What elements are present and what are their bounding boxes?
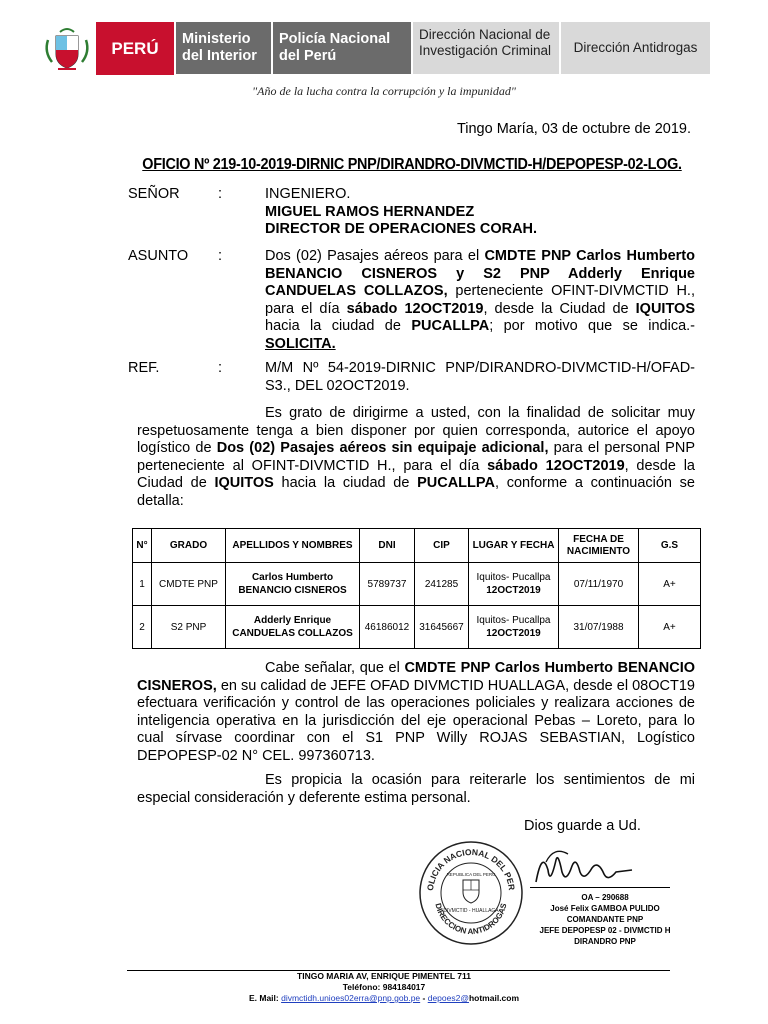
row-names: Adderly Enrique CANDUELAS COLLAZOS <box>226 606 360 649</box>
row-dni: 5789737 <box>360 563 415 606</box>
paragraph-text: en su calidad de JEFE OFAD DIVMCTID HUALLAGA, desde el 08OCT19 efectuara verificación y control de las operaciones policiales y realizara acciones de inteligencia operativa en la jurisdicción del eje operacional Pebas – Loreto, para lo cual sírvase coordinar con el S1 PNP Willy ROJAS SEBASTIAN, Logístico DEPOPESP-02 N° CEL. 997360713. <box>137 677 695 764</box>
addressee-block <box>265 186 695 239</box>
row-date: 12OCT2019 <box>486 628 541 639</box>
row-grade: CMDTE PNP <box>152 563 226 606</box>
row-blood-group: A+ <box>639 606 701 649</box>
table-row <box>133 606 701 649</box>
paragraph-text: para el personal PNP perteneciente al OFINT-DIVMCTID H., para el día <box>137 440 695 474</box>
row-number: 1 <box>133 563 152 606</box>
table-row <box>133 563 701 606</box>
paragraph-bold: CMDTE PNP Carlos Humberto BENANCIO CISNEROS, <box>137 660 696 694</box>
year-motto: "Año de la lucha contra la corrupción y la impunidad" <box>252 84 516 98</box>
header-cell-direccion-nacional: Dirección Nacional de Investigación Criminal <box>411 22 559 74</box>
footer-email-label: E. Mail: <box>248 993 282 1003</box>
asunto-destination: PUCALLPA <box>411 318 490 334</box>
row-place-date <box>469 606 559 649</box>
personnel-table <box>132 528 701 649</box>
stamp-center-top: REPUBLICA DEL PERU <box>446 872 496 877</box>
footer-email-separator: - <box>420 993 428 1003</box>
asunto-text <box>265 248 695 353</box>
police-stamp <box>418 840 524 946</box>
asunto-text-part: ; por motivo que se indica.- <box>489 318 695 334</box>
senor-label: SEÑOR <box>128 186 180 202</box>
body-paragraph-closing: Es propicia la ocasión para reiterarle los sentimientos de mi especial consideración y deferente estima personal. <box>137 772 695 806</box>
oficio-title: OFICIO Nº 219-10-2019-DIRNIC PNP/DIRANDRO-DIVMCTID-H/DEPOPESP-02-LOG. <box>142 156 682 173</box>
asunto-date: sábado 12OCT2019 <box>346 300 484 317</box>
table-header-cell: CIP <box>415 529 469 563</box>
ref-text: M/M Nº 54-2019-DIRNIC PNP/DIRANDRO-DIVMCTID-H/OFAD-S3., DEL 02OCT2019. <box>265 360 695 394</box>
asunto-text-part: hacia la ciudad de <box>265 318 412 334</box>
header-cell-policia: Policía Nacional del Perú <box>271 22 411 74</box>
row-grade: S2 PNP <box>152 606 226 649</box>
coat-of-arms-icon <box>38 22 96 76</box>
table-header-cell: N° <box>133 529 152 563</box>
footer-email <box>0 993 768 1004</box>
paragraph-text: Es grato de dirigirme a usted, con la finalidad de solicitar muy respetuosamente tenga a bien disponer por quien corresponda, autorice el apoyo logístico de <box>137 405 695 456</box>
table-header-cell: APELLIDOS Y NOMBRES <box>226 529 360 563</box>
stamp-center-text: DIVMCTID - HUALLAGA <box>443 908 499 914</box>
asunto-personnel: CMDTE PNP Carlos Humberto BENANCIO CISNEROS y S2 PNP Adderly Enrique CANDUELAS COLLAZOS, <box>265 248 695 299</box>
table-header-cell: G.S <box>639 529 701 563</box>
asunto-text-part: perteneciente OFINT-DIVMCTID H., para el día <box>265 283 695 317</box>
row-place: Iquitos- Pucallpa <box>476 615 551 626</box>
signatory-role: JEFE DEPOPESP 02 - DIVMCTID H <box>539 926 671 935</box>
signatory-unit: DIRANDRO PNP <box>574 937 636 946</box>
table-header-cell: DNI <box>360 529 415 563</box>
table-header-row <box>133 529 701 563</box>
email-link-primary[interactable]: divmctidh.unioes02erra@pnp.gob.pe <box>281 993 421 1003</box>
paragraph-bold: Dos (02) Pasajes aéreos sin equipaje adicional, <box>216 440 549 456</box>
signature-line <box>530 887 670 888</box>
body-paragraph-request <box>137 405 695 510</box>
row-cip: 31645667 <box>415 606 469 649</box>
paragraph-text: , desde la Ciudad de <box>137 457 695 491</box>
row-date: 12OCT2019 <box>486 585 541 596</box>
signatory-name: José Felix GAMBOA PULIDO <box>550 904 660 913</box>
header-cell-ministerio: Ministerio del Interior <box>174 22 271 74</box>
email-link-secondary[interactable]: depoes2@ <box>427 993 469 1003</box>
footer-phone: Teléfono: 984184017 <box>342 982 426 992</box>
asunto-text-part: , desde la Ciudad de <box>483 300 636 317</box>
paragraph-text: Cabe señalar, que el <box>265 660 405 676</box>
row-names: Carlos Humberto BENANCIO CISNEROS <box>226 563 360 606</box>
table-header-cell: GRADO <box>152 529 226 563</box>
ref-label: REF. <box>128 360 160 376</box>
asunto-origin: IQUITOS <box>635 300 695 317</box>
row-cip: 241285 <box>415 563 469 606</box>
row-number: 2 <box>133 606 152 649</box>
table-header-cell: FECHA DE NACIMIENTO <box>559 529 639 563</box>
row-place-date <box>469 563 559 606</box>
closing-line: Dios guarde a Ud. <box>524 818 641 834</box>
header-cell-antidrogas: Dirección Antidrogas <box>559 22 710 74</box>
addressee-position: DIRECTOR DE OPERACIONES CORAH. <box>265 221 538 237</box>
paragraph-bold: PUCALLPA <box>417 475 495 491</box>
body-paragraph-note <box>137 660 695 765</box>
institutional-header <box>38 22 710 76</box>
paragraph-text: hacia la ciudad de <box>273 475 418 491</box>
paragraph-bold: sábado 12OCT2019 <box>487 457 625 474</box>
addressee-title: INGENIERO. <box>265 186 351 202</box>
row-birthdate: 31/07/1988 <box>559 606 639 649</box>
footer-address: TINGO MARIA AV, ENRIQUE PIMENTEL 711 <box>297 971 471 981</box>
table-header-cell: LUGAR Y FECHA <box>469 529 559 563</box>
paragraph-text: , conforme a continuación se detalla: <box>137 475 696 509</box>
row-place: Iquitos- Pucallpa <box>476 572 551 583</box>
asunto-label: ASUNTO <box>128 248 189 264</box>
addressee-name: MIGUEL RAMOS HERNANDEZ <box>265 203 475 220</box>
stamp-ring-text: OLICIA NACIONAL DEL PER <box>424 846 517 892</box>
asunto-colon: : <box>218 248 223 264</box>
senor-colon: : <box>218 186 223 202</box>
handwritten-signature <box>528 842 648 899</box>
row-dni: 46186012 <box>360 606 415 649</box>
signatory-code: OA – 290688 <box>581 893 629 902</box>
asunto-solicita: SOLICITA. <box>265 335 336 352</box>
row-blood-group: A+ <box>639 563 701 606</box>
footer-email-domain: hotmail.com <box>468 993 520 1003</box>
asunto-text-part: Dos (02) Pasajes aéreos para el <box>265 248 485 264</box>
ref-colon: : <box>218 360 223 376</box>
paragraph-bold: IQUITOS <box>214 475 274 491</box>
row-birthdate: 07/11/1970 <box>559 563 639 606</box>
stamp-bottom-text: DIRECCION ANTIDROGAS <box>433 902 509 937</box>
date-line: Tingo María, 03 de octubre de 2019. <box>456 121 691 137</box>
signatory-rank: COMANDANTE PNP <box>566 915 644 924</box>
peru-brand-block: PERÚ <box>96 22 174 75</box>
